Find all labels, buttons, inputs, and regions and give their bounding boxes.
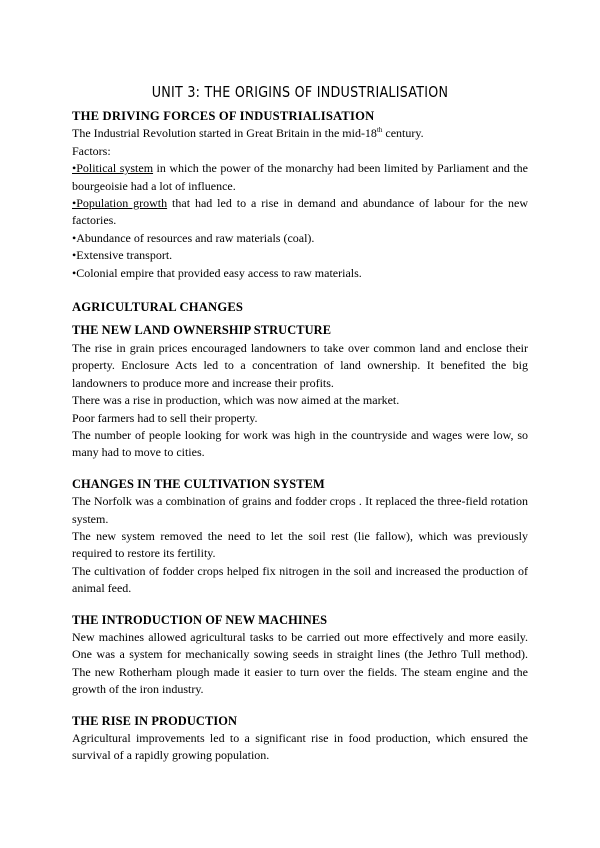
- population-growth-link[interactable]: •Population growth: [72, 196, 168, 211]
- factor-transport: •Extensive transport.: [72, 248, 173, 263]
- intro-text-end: century.: [382, 126, 424, 141]
- factor-resources: •Abundance of resources and raw materials (coal).: [72, 230, 315, 245]
- spacer: [72, 598, 528, 612]
- factor-text: in which the power of the monarchy had been limited by Parliament and the bourgeoisie had a lot of influence.: [72, 161, 528, 193]
- factor-text: that had led to a rise in demand and abundance of labour for the new factories.: [72, 196, 529, 228]
- document-body: [72, 108, 528, 765]
- subheading-new-machines: THE INTRODUCTION OF NEW MACHINES: [72, 612, 328, 627]
- paragraph: The cultivation of fodder crops helped fix nitrogen in the soil and increased the production of animal feed.: [72, 563, 528, 596]
- spacer: [72, 462, 528, 476]
- subheading-land-ownership: THE NEW LAND OWNERSHIP STRUCTURE: [72, 323, 332, 338]
- paragraph: New machines allowed agricultural tasks to be carried out more effectively and more easily. One was a system for mechanically sowing seeds in straight lines (the Jethro Tull method). The new Rotherham plough made it easier to turn over the fields. The steam engine and the growth of the iron industry.: [72, 629, 528, 697]
- factors-label: Factors:: [72, 143, 111, 158]
- factor-colonial-empire: •Colonial empire that provided easy access to raw materials.: [72, 265, 362, 280]
- intro-paragraph: [72, 125, 528, 142]
- paragraph: Poor farmers had to sell their property.: [72, 410, 258, 425]
- paragraph: The rise in grain prices encouraged landowners to take over common land and enclose their property. Enclosure Acts led to a concentration of land ownership. It benefited the big landowners to produce more and increase their profits.: [72, 340, 528, 390]
- factor-political-system: [72, 160, 528, 195]
- section-heading-agricultural-changes: AGRICULTURAL CHANGES: [72, 300, 244, 315]
- paragraph: There was a rise in production, which was now aimed at the market.: [72, 393, 400, 408]
- ordinal-superscript: th: [376, 126, 383, 135]
- intro-text: The Industrial Revolution started in Great Britain in the mid-18: [72, 126, 377, 141]
- page-title: UNIT 3: THE ORIGINS OF INDUSTRIALISATION: [151, 83, 449, 102]
- paragraph: Agricultural improvements led to a significant rise in food production, which ensured the survival of a rapidly growing population.: [72, 731, 528, 763]
- spacer: [72, 699, 528, 713]
- paragraph: The new system removed the need to let the soil rest (lie fallow), which was previously required to restore its fertility.: [72, 528, 528, 561]
- paragraph: The number of people looking for work was high in the countryside and wages were low, so many had to move to cities.: [72, 427, 528, 460]
- paragraph: The Norfolk was a combination of grains and fodder crops . It replaced the three-field rotation system.: [72, 494, 528, 526]
- section-heading-driving-forces: THE DRIVING FORCES OF INDUSTRIALISATION: [72, 109, 375, 123]
- political-system-link[interactable]: •Political system: [72, 161, 154, 176]
- factor-population-growth: [72, 195, 528, 230]
- subheading-rise-in-production: THE RISE IN PRODUCTION: [72, 713, 238, 728]
- spacer: [72, 282, 528, 299]
- subheading-cultivation-system: CHANGES IN THE CULTIVATION SYSTEM: [72, 476, 325, 491]
